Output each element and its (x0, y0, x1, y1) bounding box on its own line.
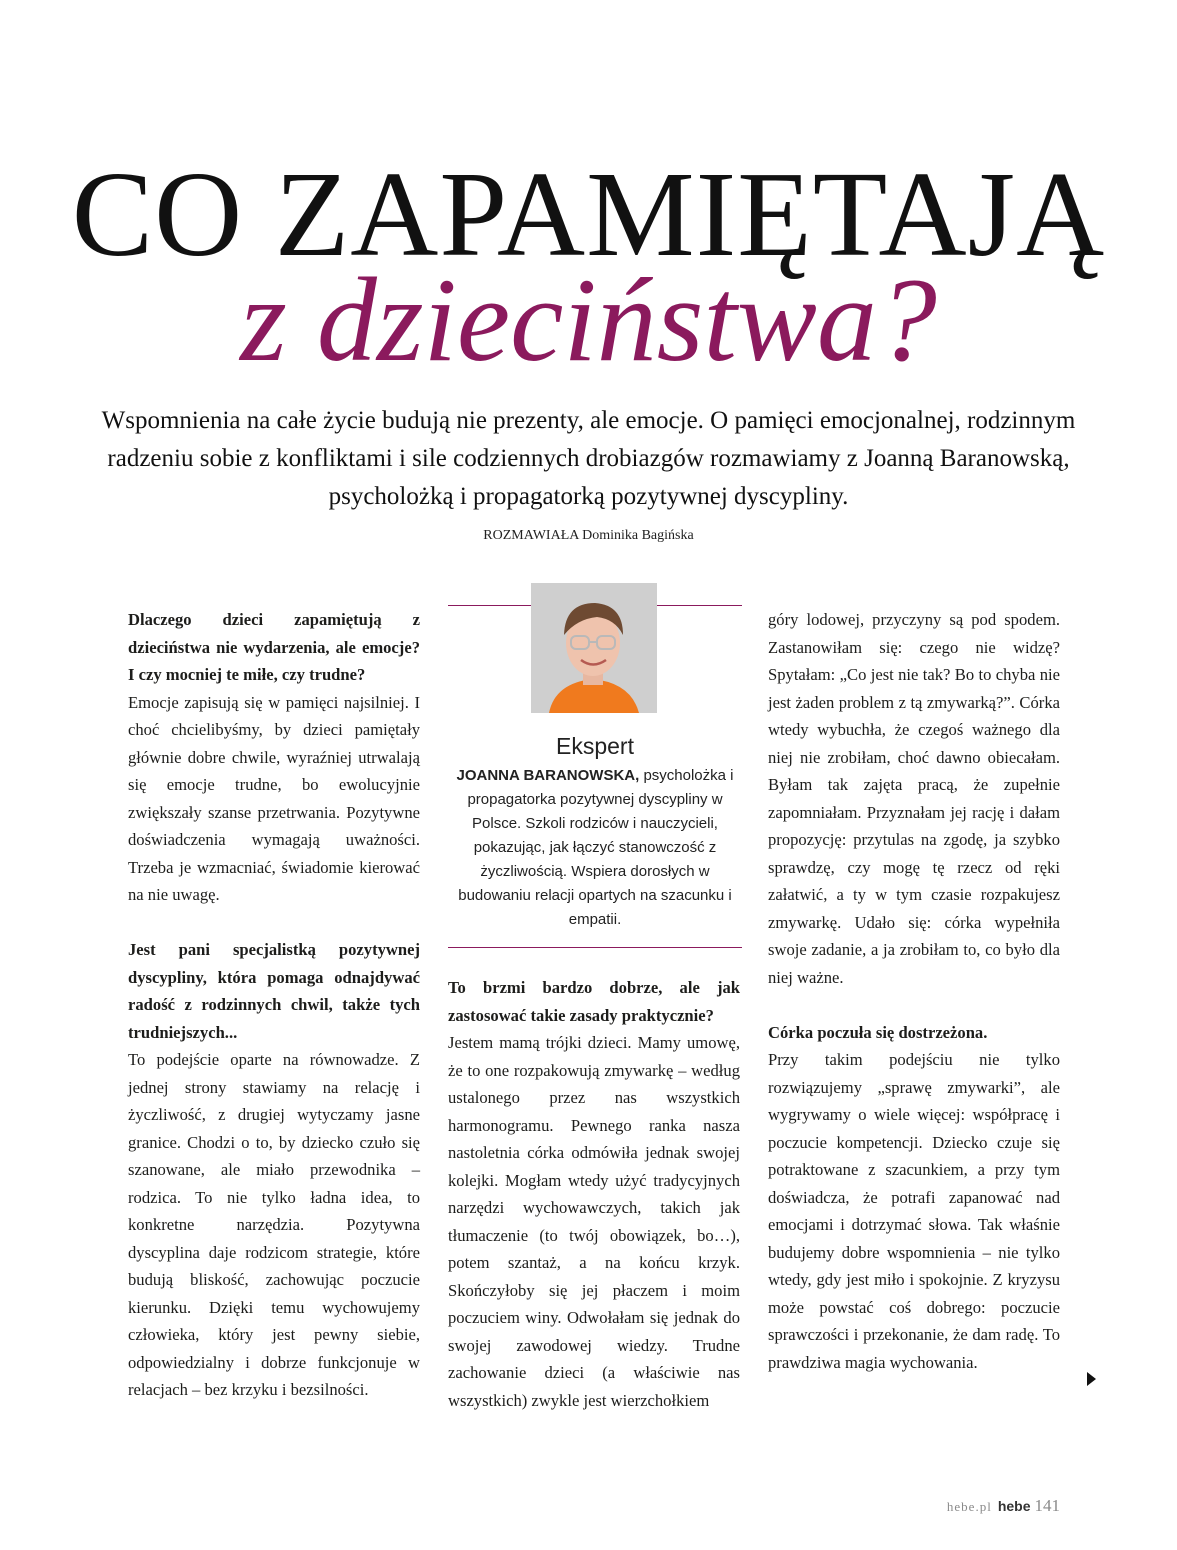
headline-line-1: CO ZAPAMIĘTAJĄ (71, 147, 1106, 282)
interview-answer: Przy takim podejściu nie tylko rozwiązujemy „sprawę zmywarki”, ale wygrywamy o wiele więcej: współpracę i poczucie kompetencji. Dziecko czuje się potraktowane z szacunkiem, a przy tym doświadcza, że potrafi zapanować nad emocjami i dotrzymać słowa. Tak właśnie budujemy dobre wspomnienia – nie tylko wtedy, gdy jest miło i spokojnie. Z kryzysu może powstać coś dobrego: poczucie sprawczości i przekonanie, że dam radę. To prawdziwa magia wychowania. (768, 1050, 1060, 1372)
expert-divider-bottom (448, 947, 742, 948)
expert-divider-top-left (448, 605, 531, 606)
article-column-3 (768, 606, 1060, 1376)
interview-question: Córka poczuła się dostrzeżona. (768, 1022, 988, 1042)
interview-answer: To podejście oparte na równowadze. Z jednej strony stawiamy na relację i życzliwość, z drugiej wytyczamy jasne granice. Chodzi o to, by dziecko czuło się szanowane, ale miało przewodnika – rodzica. To nie tylko ładna idea, to konkretne narzędzia. Pozytywna dyscyplina daje rodzicom strategie, które budują bliskość, zachowując poczucie kierunku. Dzięki temu wychowujemy człowieka, który jest pewny siebie, odpowiedzialny i dobrze funkcjonuje w relacjach – bez krzyku i bezsilności. (128, 1050, 420, 1399)
footer-brand: hebe (997, 1498, 1031, 1514)
interview-answer: góry lodowej, przyczyny są pod spodem. Zastanowiłam się: czego nie widzę? Spytałam: „Co jest nie tak? Bo to chyba nie jest żaden problem z tą zmywarką?”. Córka wtedy wybuchła, że czegoś ważnego dla niej nie zrobiłam, choć dawno obiecałam. Byłam tak zajęta pracą, że zupełnie zapomniałam. Przyznałam jej rację i dałam propozycję: przytulas na zgodę, ja szybko sprawdzę, czy mogę tę rzecz od ręki załatwić, a ty w tym czasie rozpakujesz zmywarkę. Udało się: córka wypełniła swoje zadanie, a ja zrobiłam to, co było dla niej ważne. (768, 610, 1060, 987)
page-number: 141 (1034, 1496, 1060, 1515)
expert-photo (531, 583, 657, 713)
expert-label: Ekspert (556, 733, 634, 759)
interview-question: Dlaczego dzieci zapamiętują z dzieciństwa nie wydarzenia, ale emocje? I czy mocniej te miłe, czy trudne? (128, 610, 420, 684)
page-footer (947, 1494, 1060, 1519)
expert-divider-top-right (657, 605, 742, 606)
continue-arrow-icon (1087, 1372, 1096, 1386)
interview-answer: Jestem mamą trójki dzieci. Mamy umowę, że to one rozpakowują zmywarkę – według ustalonego przez nas wszystkich harmonogramu. Pewnego ranka nasza nastoletnia córka odmówiła jednak swojej kolejki. Mogłam wtedy użyć tradycyjnych narzędzi wychowawczych, takich jak tłumaczenie (to twój obowiązek, bo…), potem szantaż, a na końcu krzyk. Skończyłoby się jej płaczem i moim poczuciem winy. Odwołałam się jednak do swojej zawodowej wiedzy. Trudne zachowanie dzieci (a właściwie nas wszystkich) zwykle jest wierzchołkiem (448, 1033, 740, 1410)
interview-question: To brzmi bardzo dobrze, ale jak zastosować takie zasady praktycznie? (448, 978, 740, 1025)
expert-description: psycholożka i propagatorka pozytywnej dyscypliny w Polsce. Szkoli rodziców i nauczycieli, pokazując, jak łączyć stanowczość z życzliwością. Wspiera dorosłych w budowaniu relacji opartych na szacunku i empatii. (458, 767, 734, 928)
expert-bio (448, 764, 742, 932)
expert-name: JOANNA BARANOWSKA, (456, 767, 640, 784)
lead-paragraph: Wspomnienia na całe życie budują nie prezenty, ale emocje. O pamięci emocjonalnej, rodzinnym radzeniu sobie z konfliktami i sile codziennych drobiazgów rozmawiamy z Joanną Baranowską, psycholożką i propagatorką pozytywnej dyscypliny. (101, 407, 1076, 510)
article-column-1 (128, 606, 420, 1404)
byline: ROZMAWIAŁA Dominika Bagińska (483, 528, 694, 543)
interview-question: Jest pani specjalistką pozytywnej dyscypliny, która pomaga odnajdywać radość z rodzinnych chwil, także tych trudniejszych... (128, 940, 420, 1042)
footer-site: hebe.pl (946, 1499, 992, 1514)
article-column-2 (448, 974, 740, 1414)
headline-line-2: z dzieciństwa? (240, 253, 937, 386)
interview-answer: Emocje zapisują się w pamięci najsilniej. I choć chcielibyśmy, by dzieci pamiętały głównie dobre chwile, wyraźniej utrwalają się emocje trudne, bo ewolucyjnie zwiększały szanse przetrwania. Pozytywne doświadczenia wymagają uważności. Trzeba je wzmacniać, świadomie kierować na nie uwagę. (128, 692, 420, 904)
